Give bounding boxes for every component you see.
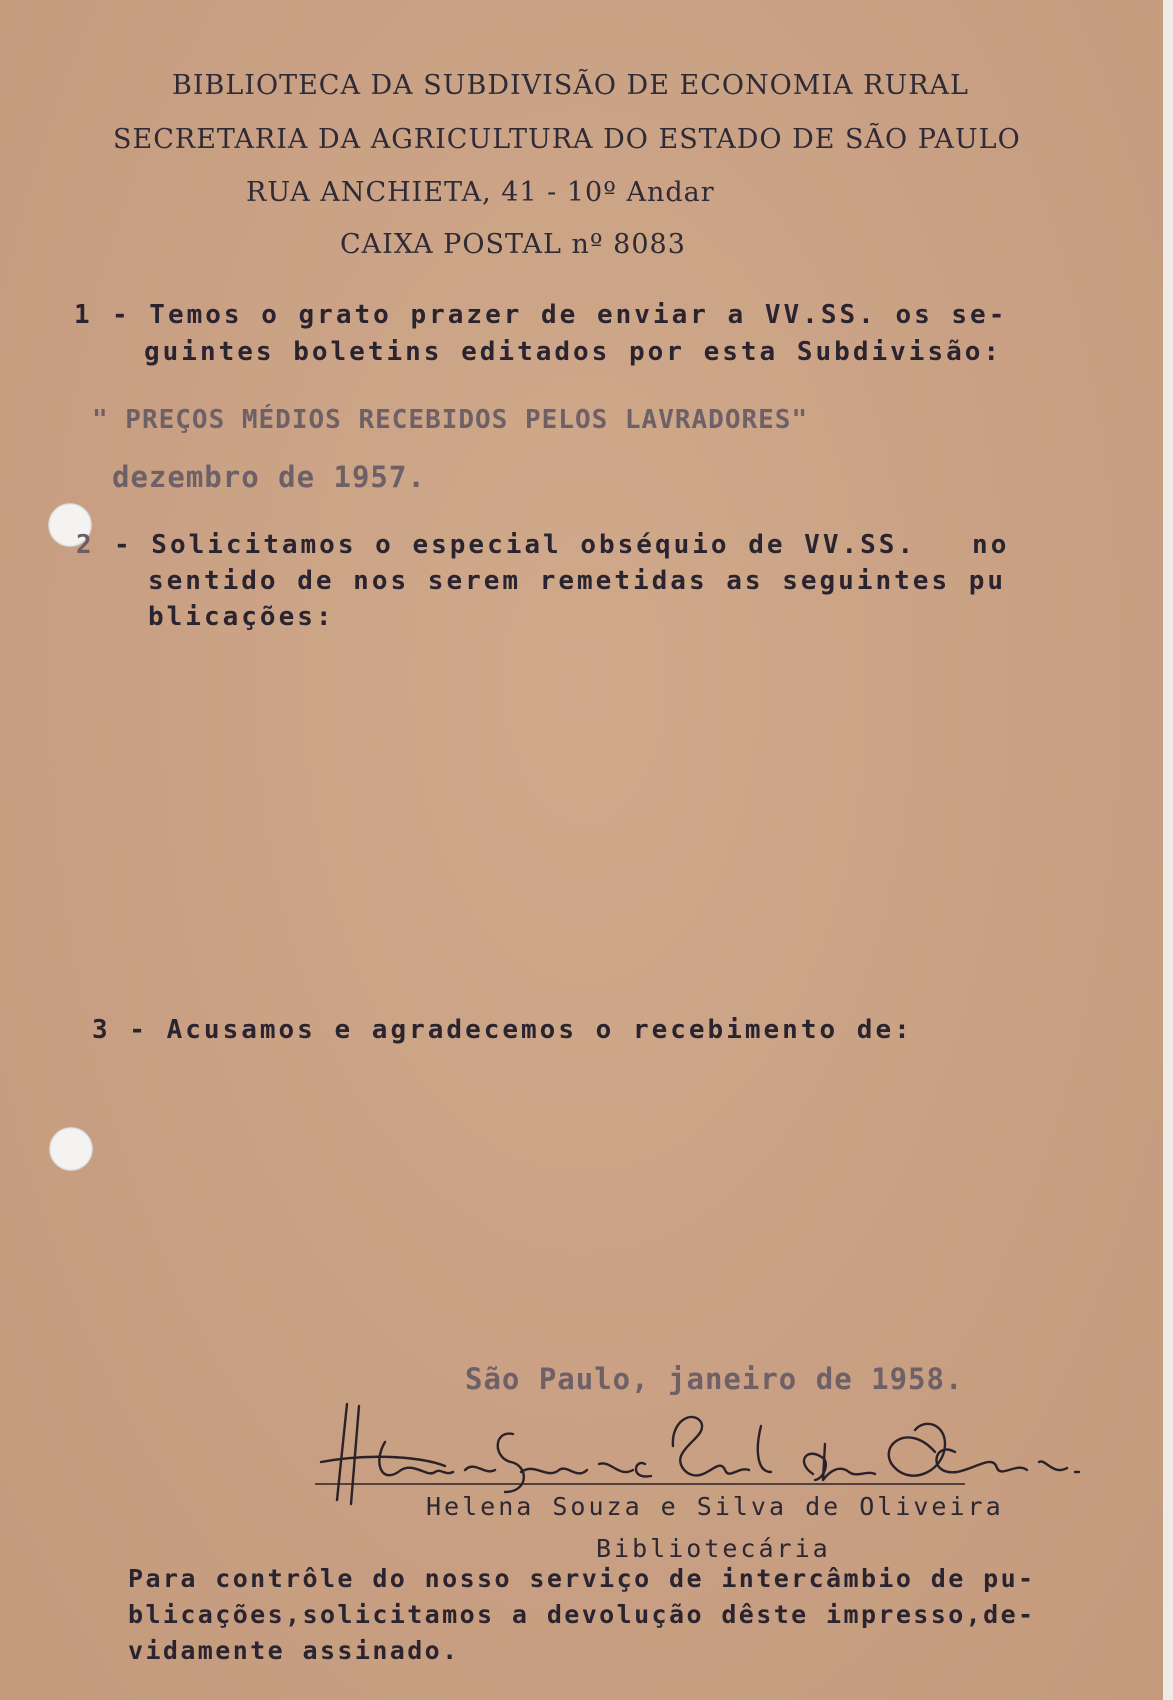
- signatory-name: Helena Souza e Silva de Oliveira: [426, 1492, 1004, 1521]
- item-3-line: 3 - Acusamos e agradecemos o recebimento de:: [92, 1015, 913, 1045]
- footer-line-1: Para contrôle do nosso serviço de intercâmbio de pu-: [128, 1564, 1036, 1593]
- letterhead-line-1: BIBLIOTECA DA SUBDIVISÃO DE ECONOMIA RURAL: [172, 70, 969, 101]
- item-2-line-2: sentido de nos serem remetidas as seguintes pu: [148, 566, 1007, 596]
- publication-date: dezembro de 1957.: [112, 460, 426, 494]
- footer-line-2: blicações,solicitamos a devolução dêste impresso,de-: [128, 1600, 1036, 1629]
- letterhead-line-3: RUA ANCHIETA, 41 - 10º Andar: [246, 177, 715, 208]
- place-date: São Paulo, janeiro de 1958.: [465, 1362, 964, 1396]
- signatory-role: Bibliotecária: [596, 1534, 831, 1563]
- item-1-number: 1: [74, 300, 93, 330]
- page-edge: [1163, 0, 1173, 1700]
- item-2-number: 2: [76, 530, 95, 560]
- item-2-line-3: blicações:: [148, 602, 335, 632]
- letterhead-line-4: CAIXA POSTAL nº 8083: [340, 229, 686, 260]
- publication-title: " PREÇOS MÉDIOS RECEBIDOS PELOS LAVRADORES": [92, 405, 809, 435]
- letterhead-line-2: SECRETARIA DA AGRICULTURA DO ESTADO DE SÃO PAULO: [113, 124, 1021, 155]
- item-2-line-1: - Solicitamos o especial obséquio de VV.SS. no: [114, 530, 1010, 560]
- item-1-line-1: - Temos o grato prazer de enviar a VV.SS. os se-: [112, 300, 1008, 330]
- footer-line-3: vidamente assinado.: [128, 1636, 460, 1665]
- item-1-line-2: guintes boletins editados por esta Subdivisão:: [144, 337, 1003, 367]
- punch-hole-bottom: [49, 1127, 93, 1171]
